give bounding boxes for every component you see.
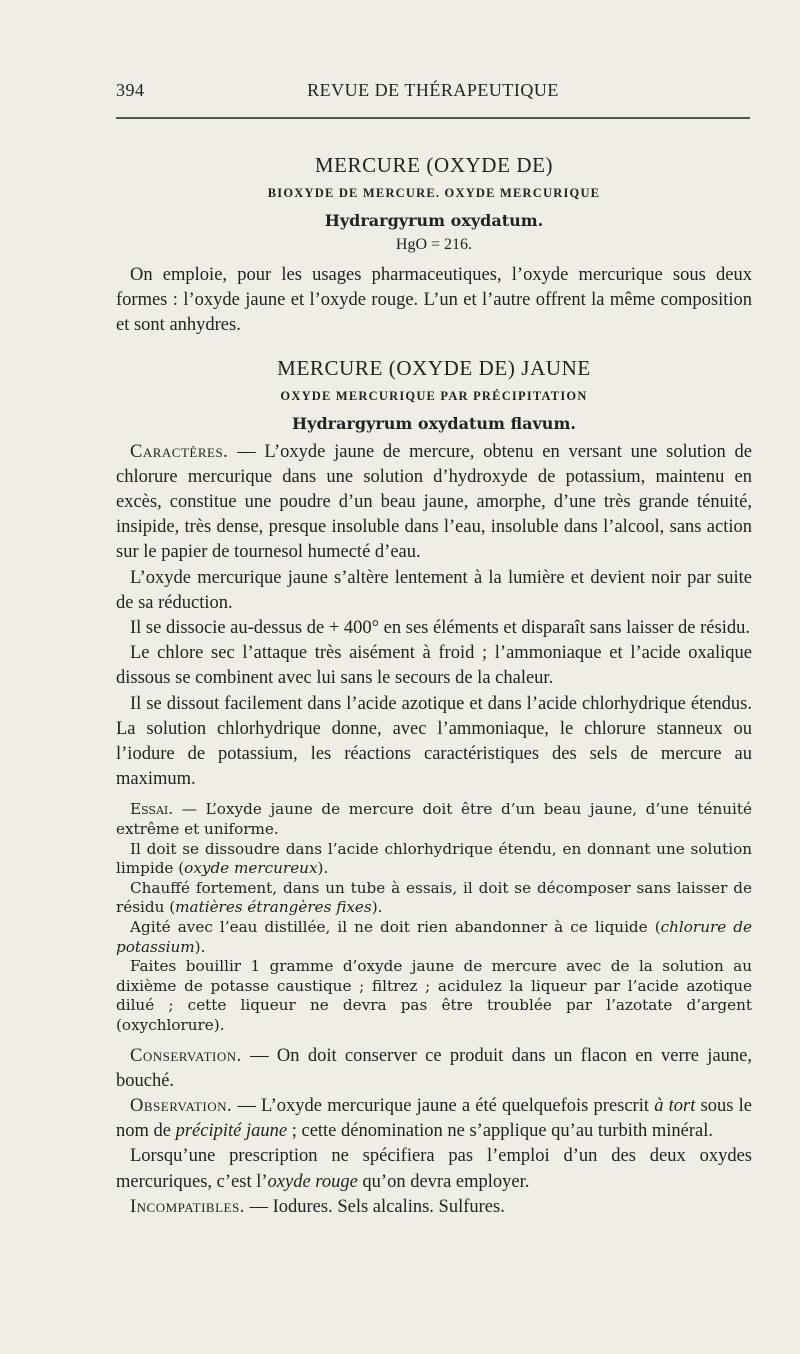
caracteres-text: — L’oxyde jaune de mercure, obtenu en versant une solution de chlorure mercurique dans une solution d’hydroxyde de potassium, maintenu en excès, constitue une poudre d’un beau jaune, amorphe, d’une très grande ténuité, insipide, très dense, presque insoluble dans l’eau, insoluble dans l’alcool, sans action sur le papier de tournesol humecté d’eau. — [116, 441, 752, 563]
essai-paragraph-3 — [116, 879, 752, 918]
essai-paragraph-2 — [116, 840, 752, 879]
essai-text: — L’oxyde jaune de mercure doit être d’un beau jaune, d’une ténuité extrême et uniforme. — [116, 800, 752, 839]
observation-em-1: à tort — [654, 1095, 696, 1116]
running-title: REVUE DE THÉRAPEUTIQUE — [307, 80, 559, 100]
prescription-em: oxyde rouge — [267, 1171, 358, 1192]
essai-2-text-a: Il doit se dissoudre dans l’acide chlorhydrique étendu, en donnant une solution limpide ( — [116, 839, 752, 878]
essai-paragraph-4 — [116, 918, 752, 957]
incompatibles-text: — Iodures. Sels alcalins. Sulfures. — [244, 1196, 505, 1217]
observation-paragraph — [116, 1094, 752, 1144]
section-title-oxyde: MERCURE (OXYDE DE) — [314, 153, 554, 177]
observation-text-c: ; cette dénomination ne s’applique qu’au turbith minéral. — [287, 1121, 713, 1142]
incompatibles-paragraph — [116, 1195, 752, 1220]
essai-paragraph — [116, 800, 752, 839]
observation-text-b: sous le nom de — [116, 1095, 752, 1142]
paragraph-dissociation: Il se dissocie au-dessus de + 400° en ses éléments et disparaît sans laisser de résidu. — [130, 618, 750, 639]
conservation-text: — On doit conserver ce produit dans un flacon en verre jaune, bouché. — [116, 1045, 752, 1091]
essai-3-em: matières étrangères fixes — [175, 898, 372, 917]
conservation-paragraph — [116, 1044, 752, 1094]
chemical-formula: HgO = 216. — [395, 236, 473, 253]
essai-3-text-a: Chauffé fortement, dans un tube à essais, il doit se décomposer sans laisser de résidu ( — [116, 878, 752, 917]
paragraph-dissolution: Il se dissout facilement dans l’acide azotique et dans l’acide chlorhydrique étendus. La solution chlorhydrique donne, avec l’ammoniaque, le chlorure stanneux ou l’iodure de potassium, les réactions caractéristiques des sels de mercure au maximum. — [116, 693, 752, 790]
observation-text-a: — L’oxyde mercurique jaune a été quelquefois prescrit — [232, 1095, 655, 1116]
prescription-paragraph — [116, 1144, 752, 1194]
observation-label: Observation. — [130, 1095, 233, 1116]
caracteres-label: Caractères. — [130, 441, 229, 462]
essai-4-text-b: ). — [194, 937, 206, 956]
observation-em-2: précipité jaune — [175, 1121, 288, 1142]
essai-label: Essai. — [130, 800, 174, 819]
essai-4-em: chlorure de potassium — [116, 918, 752, 956]
paragraph-chlore: Le chlore sec l’attaque très aisément à froid ; l’ammoniaque et l’acide oxalique dissous se combinent avec lui sans le secours de la chaleur. — [116, 643, 752, 689]
essai-paragraph-5: Faites bouillir 1 gramme d’oxyde jaune de mercure avec de la solution au dixième de potasse caustique ; filtrez ; acidulez la liqueur par l’acide azotique dilué ; cette liqueur ne devra pas être troublée par l’azotate d’argent (oxychlorure). — [116, 957, 752, 1034]
header-rule — [116, 117, 750, 119]
conservation-label: Conservation. — [130, 1045, 242, 1066]
incompatibles-label: Incompatibles. — [130, 1196, 245, 1217]
synonyms-line: BIOXYDE DE MERCURE. OXYDE MERCURIQUE — [267, 186, 601, 200]
latin-name: Hydrargyrum oxydatum. — [324, 211, 544, 230]
caracteres-paragraph — [116, 440, 752, 566]
subtitle-precipitation: OXYDE MERCURIQUE PAR PRÉCIPITATION — [280, 388, 588, 403]
page-number: 394 — [116, 80, 145, 100]
page-body — [116, 150, 752, 1220]
latin-name-flavum: Hydrargyrum oxydatum flavum. — [292, 413, 576, 433]
section-title-oxyde-jaune: MERCURE (OXYDE DE) JAUNE — [277, 355, 591, 380]
essai-4-text-a: Agité avec l’eau distillée, il ne doit rien abandonner à ce liquide ( — [130, 918, 661, 937]
essai-2-text-b: ). — [317, 859, 329, 878]
intro-paragraph: On emploie, pour les usages pharmaceutiques, l’oxyde mercurique sous deux formes : l’oxyde jaune et l’oxyde rouge. L’un et l’autre offrent la même composition et sont anhydres. — [116, 265, 752, 336]
paragraph-lumiere: L’oxyde mercurique jaune s’altère lentement à la lumière et devient noir par suite de sa réduction. — [116, 567, 752, 613]
prescription-text-b: qu’on devra employer. — [357, 1171, 530, 1192]
essai-3-text-b: ). — [371, 898, 383, 917]
prescription-text-a: Lorsqu’une prescription ne spécifiera pas l’emploi d’un des deux oxydes mercuriques, c’est l’ — [116, 1146, 752, 1192]
running-header — [116, 80, 750, 104]
essai-2-em: oxyde mercureux — [184, 859, 318, 878]
